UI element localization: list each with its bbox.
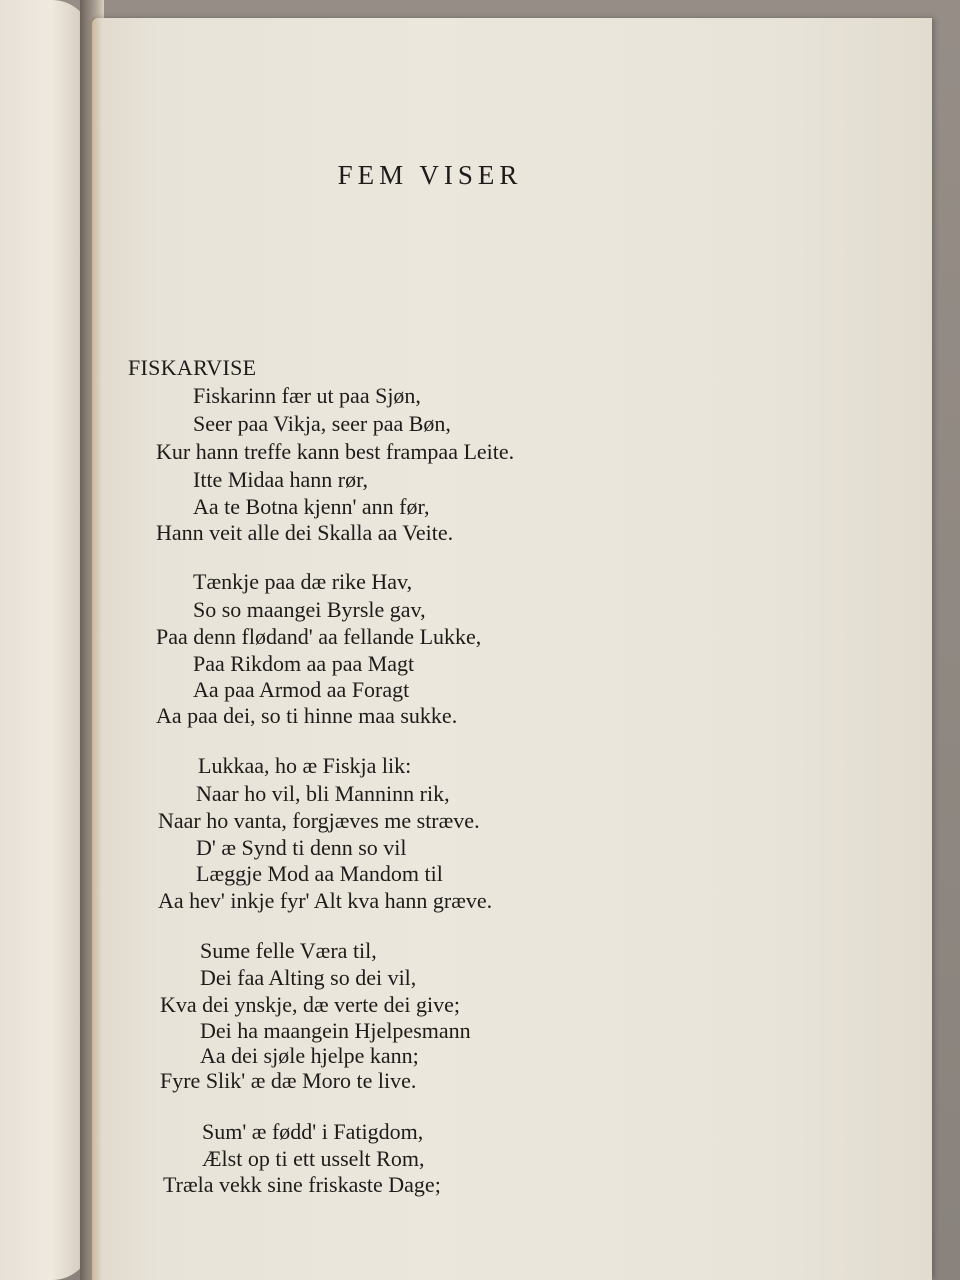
- poem-line: Lukkaa, ho æ Fiskja lik:: [198, 753, 412, 778]
- left-page: [0, 0, 92, 1280]
- poem-line: Kur hann treffe kann best frampaa Leite.: [156, 439, 515, 464]
- poem-line: Aa te Botna kjenn' ann før,: [193, 494, 430, 519]
- poem-line: Paa Rikdom aa paa Magt: [193, 651, 415, 676]
- poem-line: Kva dei ynskje, dæ verte dei give;: [160, 992, 460, 1017]
- poem-line: Itte Midaa hann rør,: [193, 467, 369, 492]
- poem-line: Aa paa dei, so ti hinne maa sukke.: [156, 703, 458, 728]
- poem-line: Læggje Mod aa Mandom til: [196, 861, 443, 886]
- poem-line: Seer paa Vikja, seer paa Bøn,: [193, 411, 451, 436]
- poem-line: Ælst op ti ett usselt Rom,: [202, 1146, 425, 1171]
- poem-line: Aa paa Armod aa Foragt: [193, 677, 410, 702]
- poem-line: Fiskarinn fær ut paa Sjøn,: [193, 383, 421, 408]
- poem-line: Sume felle Væra til,: [200, 938, 377, 963]
- poem-line: So so maangei Byrsle gav,: [193, 597, 426, 622]
- poem-line: Paa denn flødand' aa fellande Lukke,: [156, 624, 482, 649]
- poem-line: Træla vekk sine friskaste Dage;: [163, 1172, 441, 1197]
- poem-line: Hann veit alle dei Skalla aa Veite.: [156, 520, 454, 545]
- poem-line: D' æ Synd ti denn so vil: [196, 835, 407, 860]
- section-heading: FEM VISER: [337, 160, 523, 190]
- poem-line: Aa dei sjøle hjelpe kann;: [200, 1043, 419, 1068]
- poem-line: Fyre Slik' æ dæ Moro te live.: [160, 1068, 417, 1093]
- poem-line: Dei faa Alting so dei vil,: [200, 965, 417, 990]
- poem-line: Sum' æ fødd' i Fatigdom,: [202, 1119, 424, 1144]
- poem-line: Naar ho vanta, forgjæves me stræve.: [158, 808, 480, 833]
- poem-line: Tænkje paa dæ rike Hav,: [193, 569, 413, 594]
- poem-line: Dei ha maangein Hjelpesmann: [200, 1018, 471, 1043]
- poem-line: Aa hev' inkje fyr' Alt kva hann græve.: [158, 888, 493, 913]
- poem-line: Naar ho vil, bli Manninn rik,: [196, 781, 450, 806]
- poem-title: FISKARVISE: [128, 355, 257, 380]
- page-edge-shadow: [92, 18, 102, 1280]
